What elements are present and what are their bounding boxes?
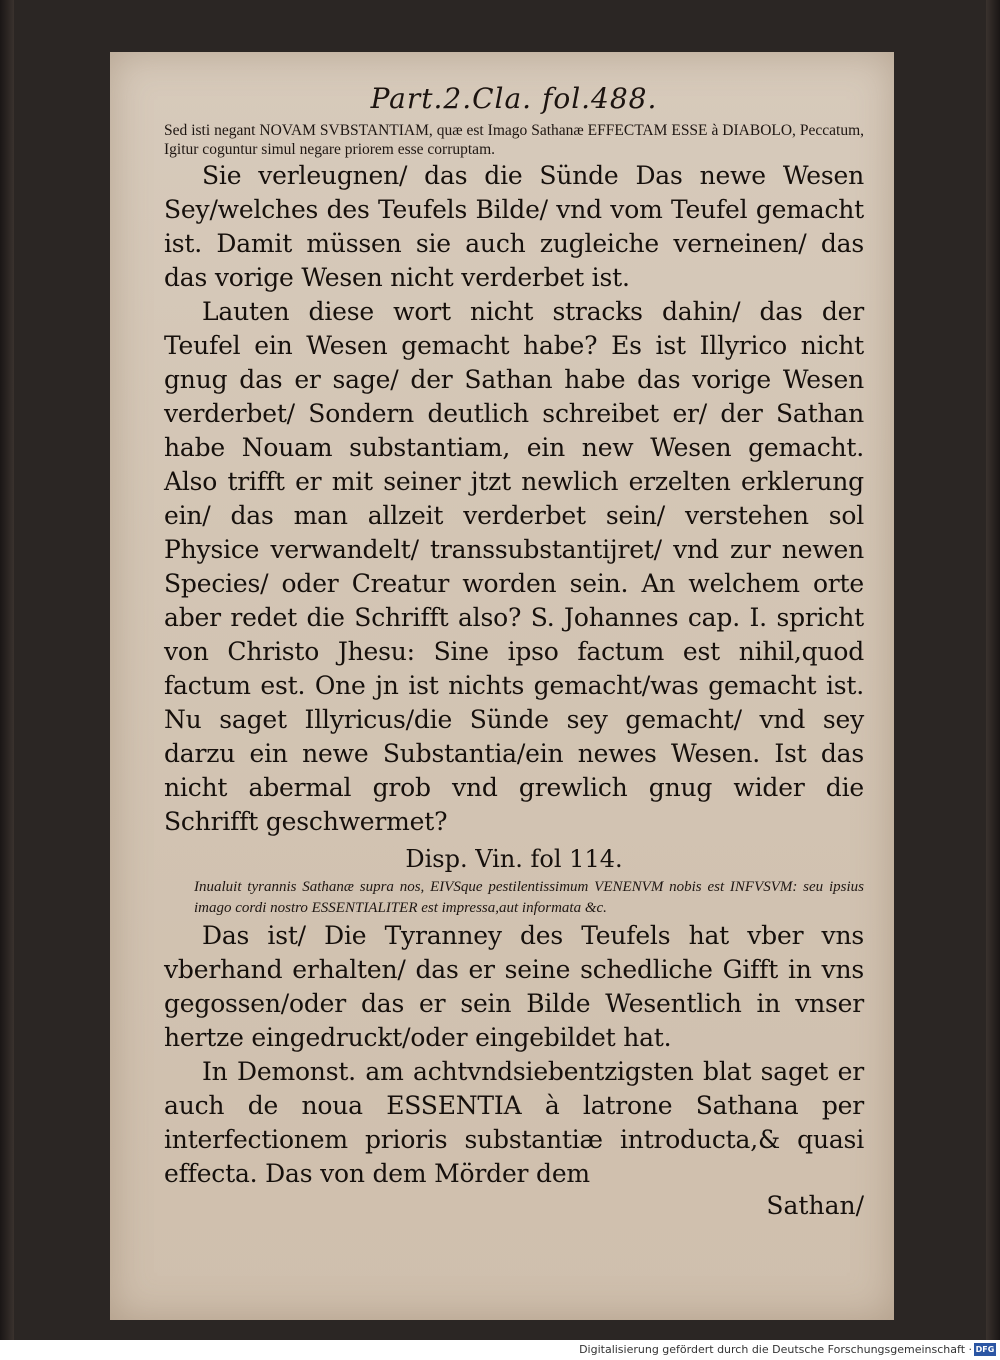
paragraph-1: Sie verleugnen/ das die Sünde Das newe Wesen Sey/welches des Teufels Bilde/ vnd vom Teufel gemacht ist. Damit müssen sie auch zugleiche verneinen/ das das vorige Wesen nicht verderbet ist. <box>164 161 864 292</box>
subheading: Disp. Vin. fol 114. <box>405 845 623 873</box>
footer-bar <box>0 1340 1000 1360</box>
footer-credit: Digitalisierung gefördert durch die Deutsche Forschungsgemeinschaft · <box>579 1343 972 1356</box>
paragraph-4: In Demonst. am achtvndsiebentzigsten blat saget er auch de noua ESSENTIA à latrone Sathana per interfectionem prioris substantiæ introducta,& quasi effecta. Das von dem Mörder dem <box>164 1057 864 1188</box>
book-edge-left <box>0 0 14 1340</box>
page-content <box>164 82 864 1220</box>
paragraph-2: Lauten diese wort nicht stracks dahin/ das der Teufel ein Wesen gemacht habe? Es ist Illyrico nicht gnug das er sage/ der Sathan habe das vorige Wesen verderbet/ Sondern deutlich schreibet er/ der Sathan habe Nouam substantiam, ein new Wesen gemacht. Also trifft er mit seiner jtzt newlich erzelten erklerung ein/ das man allzeit verderbet sein/ verstehen sol Physice verwandelt/ transsubstantijret/ vnd zur newen Species/ oder Creatur worden sein. An welchem orte aber redet die Schrifft also? S. Johannes cap. I. spricht von Christo Jhesu: Sine ipso factum est nihil,quod factum est. One jn ist nichts gemacht/was gemacht ist. Nu saget Illyricus/die Sünde sey gemacht/ vnd sey darzu ein newe Substantia/ein newes Wesen. Ist das nicht abermal grob vnd grewlich gnug wider die Schrifft geschwermet? <box>164 297 864 836</box>
paragraph-3: Das ist/ Die Tyranney des Teufels hat vber vns vberhand erhalten/ das er seine schedliche Gifft in vns gegossen/oder das er sein Bilde Wesentlich in vnser hertze eingedruckt/oder eingebildet hat. <box>164 921 864 1052</box>
catchword: Sathan/ <box>766 1191 864 1220</box>
book-edge-right <box>986 0 1000 1340</box>
latin-quote-1: Sed isti negant NOVAM SVBSTANTIAM, quæ est Imago Sathanæ EFFECTAM ESSE à DIABOLO, Peccatum, Igitur coguntur simul negare priorem esse corruptam. <box>164 122 864 158</box>
dfg-logo-icon: DFG <box>975 1345 995 1354</box>
latin-quote-2: Inualuit tyrannis Sathanæ supra nos, EIVSque pestilentissimum VENENVM nobis est INFVSVM: seu ipsius imago cordi nostro ESSENTIALITER est impressa,aut informata &c. <box>194 879 864 916</box>
book-page <box>110 52 894 1320</box>
page-header: Part.2.Cla. fol.488. <box>370 82 658 115</box>
